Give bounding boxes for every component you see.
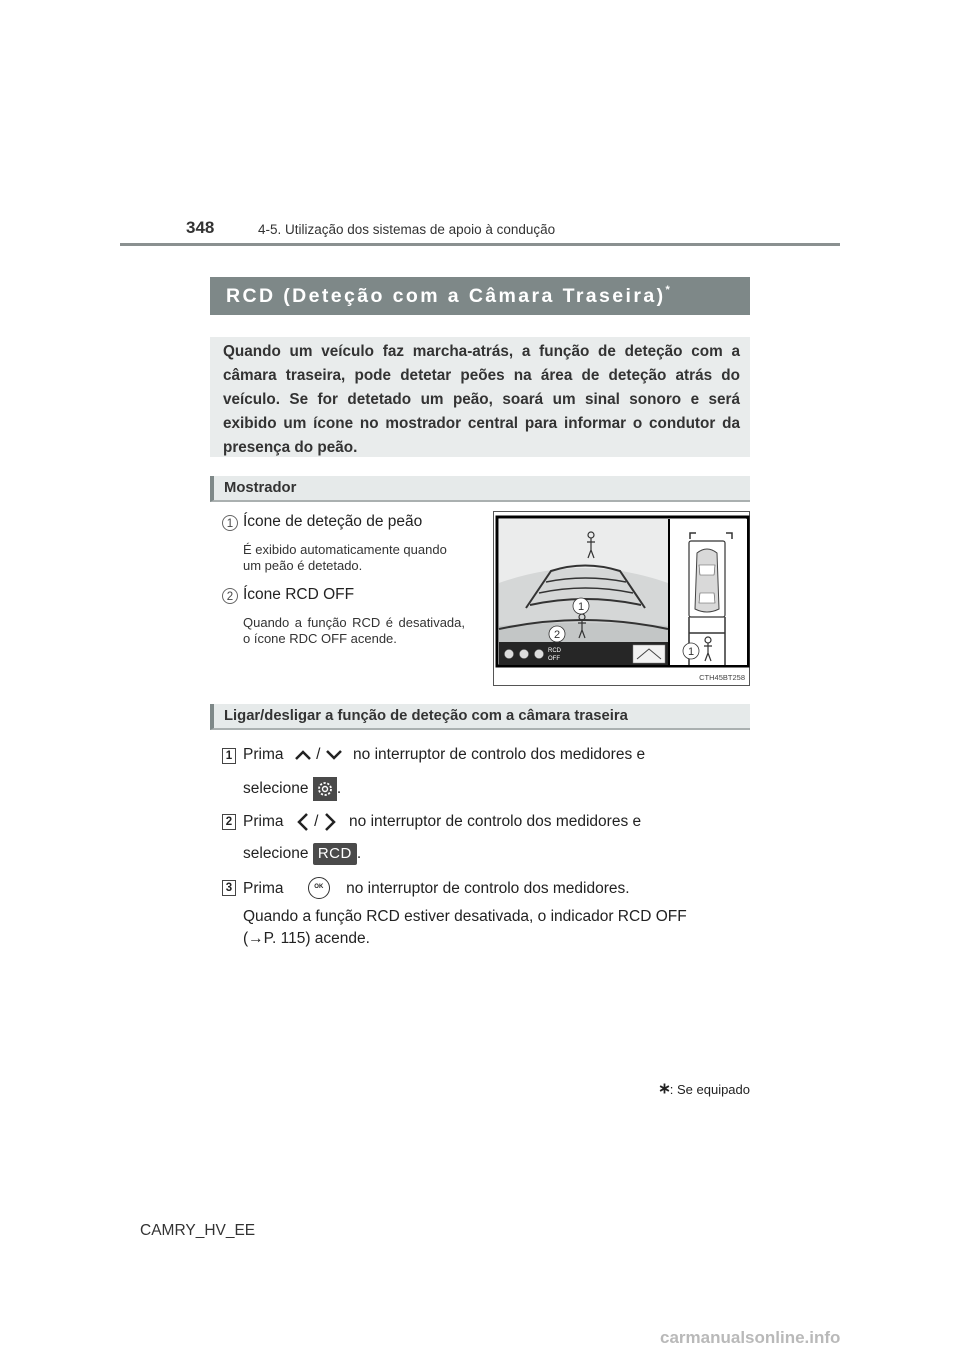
- footnote-text: : Se equipado: [669, 1082, 750, 1097]
- step-3-note-2: (→P. 115) acende.: [243, 930, 370, 947]
- header-rule: [120, 243, 840, 246]
- step-1-prima: Prima: [243, 746, 284, 763]
- step-3-instruction: no interruptor de controlo dos medidores.: [346, 880, 630, 898]
- chevron-left-icon: [296, 812, 310, 832]
- chevron-up-icon: [294, 749, 312, 761]
- section-title-bar: [210, 277, 750, 315]
- watermark: carmanualsonline.info: [660, 1328, 841, 1347]
- callout-2: 2: [553, 629, 561, 641]
- model-code: CAMRY_HV_EE: [140, 1222, 256, 1239]
- section-title: RCD (Deteção com a Câmara Traseira): [226, 285, 666, 307]
- step-1-line-1: [243, 746, 645, 764]
- item-1-description: É exibido automaticamente quando um peão é detetado.: [243, 542, 447, 573]
- step-2-select: selecione: [243, 845, 309, 863]
- step-2-period: .: [356, 845, 362, 863]
- step-3-note: Quando a função RCD estiver desativada, o indicador RCD OFF: [243, 908, 687, 925]
- ok-button-icon: [308, 877, 330, 899]
- view-toggle-icon: [633, 645, 665, 663]
- asterisk-icon: [659, 1083, 670, 1094]
- toggle-section-heading: Ligar/desligar a função de deteção com a câmara traseira: [210, 704, 750, 730]
- chevron-right-icon: [323, 812, 337, 832]
- chevron-down-icon: [325, 749, 343, 761]
- step-1-number: 1: [222, 748, 236, 764]
- step-1-period: .: [336, 780, 342, 798]
- step-3-number: 3: [222, 880, 236, 896]
- gear-icon: [313, 777, 337, 801]
- display-section-heading: Mostrador: [210, 476, 750, 502]
- figure-code: CTH45BT258: [699, 673, 745, 682]
- callout-3: 1: [687, 646, 695, 658]
- page-number: 348: [186, 218, 215, 237]
- step-1-select: selecione: [243, 780, 309, 798]
- equipped-mark: *: [665, 283, 670, 296]
- step-2-prima: Prima: [243, 813, 284, 831]
- step-2-number: 2: [222, 814, 236, 830]
- step-2-instruction: no interruptor de controlo dos medidores e: [349, 813, 642, 831]
- item-1-number: 1: [222, 515, 238, 531]
- ok-label: OK: [314, 884, 324, 890]
- rcd-menu-icon: RCD: [313, 843, 357, 865]
- step-2-line-2: [243, 843, 361, 865]
- step-3-prima: Prima: [243, 880, 284, 898]
- step-2-separator: /: [314, 813, 319, 831]
- step-2-line-1: [243, 812, 641, 832]
- item-2-number: 2: [222, 588, 238, 604]
- intro-paragraph: Quando um veículo faz marcha-atrás, a função de deteção com a câmara traseira, pode detetar peões na área de deteção atrás do veículo. Se for detetado um peão, soará um sinal sonoro e será exibido um ícone no mostrador central para informar o condutor da presença do peão.: [210, 337, 750, 457]
- rcd-off-label-2: OFF: [548, 656, 560, 662]
- chapter-title: 4-5. Utilização dos sistemas de apoio à condução: [258, 222, 556, 237]
- step-1-instruction: no interruptor de controlo dos medidores e: [353, 746, 646, 763]
- step-1-separator: /: [316, 746, 321, 763]
- item-2-title: Ícone RCD OFF: [243, 586, 355, 603]
- item-2-description: Quando a função RCD é desativada, o ícone RDC OFF acende.: [243, 615, 465, 646]
- item-1-title: Ícone de deteção de peão: [243, 513, 423, 530]
- footnote: [578, 1082, 750, 1097]
- rcd-off-label-1: RCD: [548, 648, 561, 654]
- callout-1: 1: [577, 601, 585, 613]
- step-1-line-2: [243, 777, 341, 801]
- camera-display-figure: [493, 511, 750, 686]
- step-3-line-1: [243, 878, 630, 900]
